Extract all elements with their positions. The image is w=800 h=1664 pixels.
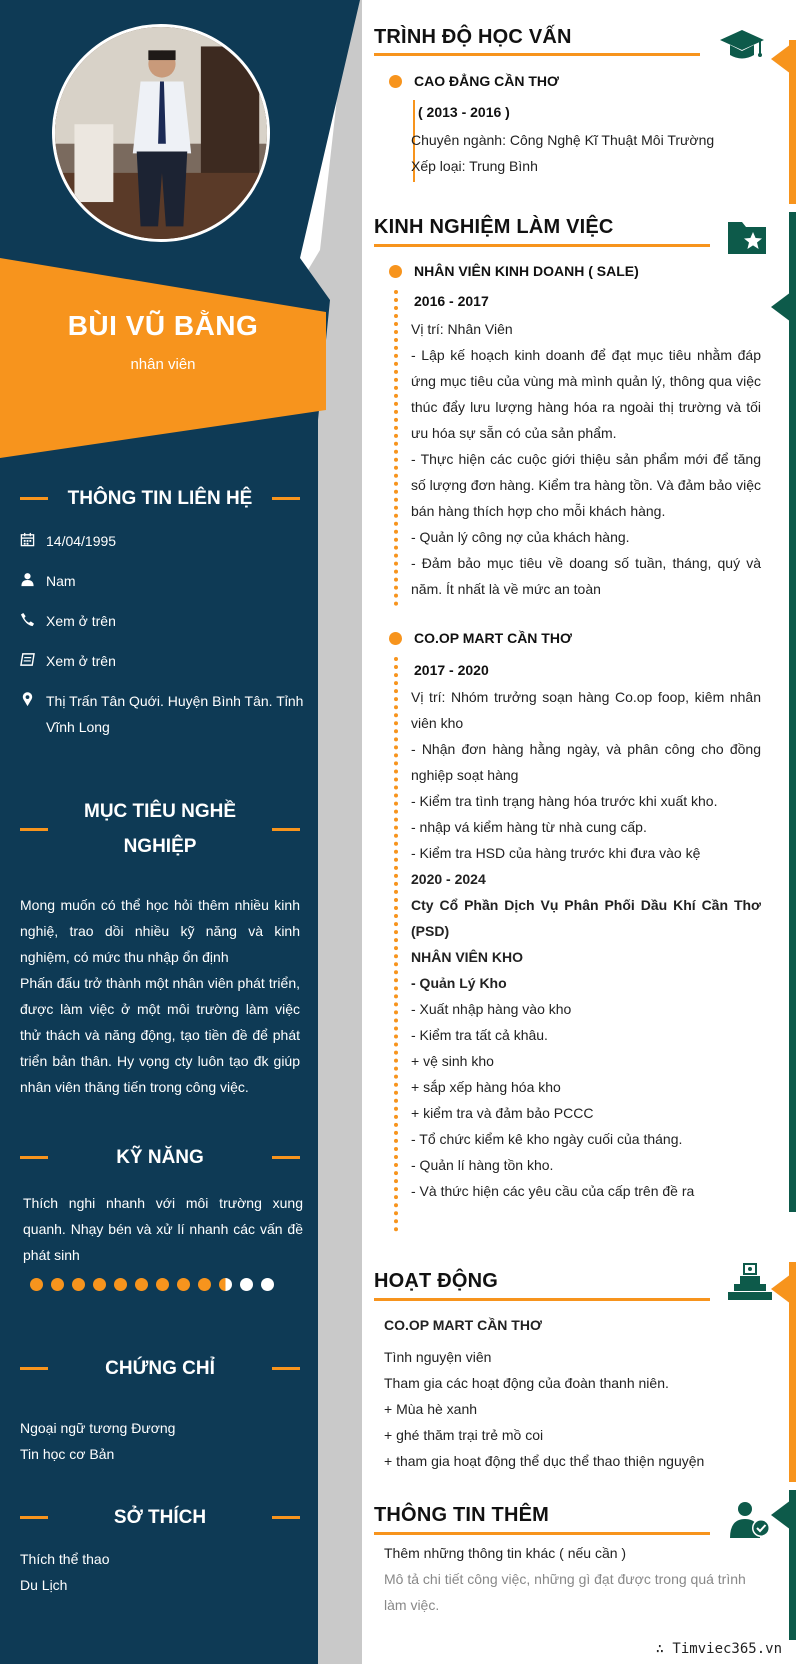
job1-description	[411, 316, 761, 602]
activity-line: + Mùa hè xanh	[384, 1401, 478, 1417]
job2-line: - Kiểm tra tình trạng hàng hóa trước khi xuất kho.	[411, 793, 718, 809]
contact-item-birthday	[20, 528, 305, 554]
graduation-cap-icon	[720, 24, 764, 64]
heading-dash	[272, 1516, 300, 1519]
education-major: Chuyên ngành: Công Nghệ Kĩ Thuật Môi Trường	[411, 132, 715, 148]
job2-line: - Kiểm tra HSD của hàng trước khi đưa vào kệ	[411, 845, 701, 861]
skill-dot	[177, 1278, 190, 1291]
job2-sub-company: Cty Cổ Phần Dịch Vụ Phân Phối Dầu Khí Cần Thơ (PSD)	[411, 897, 761, 939]
additional-content	[384, 1540, 764, 1618]
job1-line: - Thực hiện các cuộc giới thiệu sản phẩm mới để tăng số lượng đơn hàng. Kiểm tra hàng tồn. Và đảm bảo việc bán hàng thích hợp cho mỗi khách hàng.	[411, 451, 761, 519]
section-tab	[771, 292, 791, 322]
hobbies-heading	[20, 1500, 300, 1535]
contact-text: Xem ở trên	[46, 613, 116, 629]
job2-line: Vị trí: Nhóm trưởng soạn hàng Co.op foop, kiêm nhân viên kho	[411, 689, 761, 731]
contact-item-gender	[20, 568, 305, 594]
job2-sub-line: + sắp xếp hàng hóa kho	[411, 1079, 561, 1095]
job2-line: - nhập vá kiểm hàng từ nhà cung cấp.	[411, 819, 647, 835]
heading-dash	[272, 1367, 300, 1370]
certificates-heading	[20, 1351, 300, 1386]
skill-dot	[156, 1278, 169, 1291]
skill-dot	[51, 1278, 64, 1291]
activities-org: CO.OP MART CẦN THƠ	[384, 1317, 542, 1333]
heading-dash	[20, 828, 48, 831]
certificate-item: Tin học cơ Bản	[20, 1446, 115, 1462]
heading-dash	[272, 1156, 300, 1159]
activities-list	[384, 1344, 764, 1474]
job2-sub-line: - Tổ chức kiểm kê kho ngày cuối của tháng.	[411, 1131, 683, 1147]
sidebar	[0, 0, 370, 1664]
skill-dot	[114, 1278, 127, 1291]
skill-dot	[93, 1278, 106, 1291]
location-pin-icon	[20, 688, 46, 740]
job2-sub-years: 2020 - 2024	[411, 871, 486, 887]
contact-item-phone	[20, 608, 305, 634]
heading-dash	[20, 1367, 48, 1370]
job2-sub-role: - Quản Lý Kho	[411, 975, 507, 991]
certificates-heading-text: CHỨNG CHỈ	[105, 1358, 215, 1379]
profile-photo	[52, 24, 270, 242]
mail-icon	[20, 648, 46, 674]
activity-line: + tham gia hoạt động thể dục thể thao thiện nguyện	[384, 1453, 705, 1469]
job2-sub-line: - Kiểm tra tất cả khâu.	[411, 1027, 548, 1043]
additional-line: Thêm những thông tin khác ( nếu cần )	[384, 1545, 627, 1561]
section-tab	[771, 44, 791, 74]
objective-heading-text: MỤC TIÊU NGHỀ NGHIỆP	[84, 801, 236, 857]
user-check-icon	[728, 1500, 772, 1540]
timeline-dot	[389, 75, 402, 88]
education-heading: TRÌNH ĐỘ HỌC VẤN	[374, 26, 572, 48]
right-edge-bar	[789, 212, 796, 1212]
skill-rating	[30, 1278, 274, 1291]
job1-years: 2016 - 2017	[414, 293, 489, 309]
job1-line: - Lập kế hoạch kinh doanh để đạt mục tiêu nhằm đáp ứng mục tiêu của vùng mà mình quản lý, thông qua việc thúc đẩy lưu lượng hàng hóa ra ngoài thị trường và tối ưu hóa sự sẵn có của sản phẩm.	[411, 347, 761, 441]
skills-heading-text: KỸ NĂNG	[116, 1147, 204, 1168]
section-underline	[374, 244, 710, 247]
job2-line: - Nhận đơn hàng hằng ngày, và phân công cho đồng nghiệp soạt hàng	[411, 741, 761, 783]
certificates-list	[20, 1415, 300, 1467]
job2-sub-line: + kiểm tra và đảm bảo PCCC	[411, 1105, 594, 1121]
additional-placeholder: Mô tả chi tiết công việc, những gì đạt được trong quá trình làm việc.	[384, 1571, 746, 1613]
contact-text: Nam	[46, 573, 76, 589]
job2-description	[411, 684, 761, 1204]
heading-dash	[272, 828, 300, 831]
calendar-icon	[20, 528, 46, 554]
activity-line: Tham gia các hoạt động của đoàn thanh niên.	[384, 1375, 669, 1391]
activities-heading: HOẠT ĐỘNG	[374, 1270, 499, 1292]
objective-paragraph: Phấn đấu trở thành một nhân viên phát triển, được làm việc ở một môi trường làm việc thử thách và năng động, tạo tiền đề để phát triển bản thân. Hy vọng cty luôn tạo đk giúp nhân viên thăng tiến trong công việc.	[20, 975, 300, 1095]
timeline-dot	[389, 632, 402, 645]
activity-line: Tình nguyện viên	[384, 1349, 492, 1365]
contact-text: Xem ở trên	[46, 653, 116, 669]
education-years: ( 2013 - 2016 )	[418, 104, 510, 120]
job1-title: NHÂN VIÊN KINH DOANH ( SALE)	[414, 263, 639, 279]
timeline-dotted-line	[394, 290, 398, 606]
experience-heading: KINH NGHIỆM LÀM VIỆC	[374, 216, 614, 238]
job2-sub-line: - Quản lí hàng tồn kho.	[411, 1157, 554, 1173]
contact-text: 14/04/1995	[46, 533, 117, 549]
job1-line: - Đảm bảo mục tiêu về doang số tuần, tháng, quý và năm. Ít nhất là về mức an toàn	[411, 555, 761, 597]
heading-dash	[20, 497, 48, 500]
job1-line: Vị trí: Nhân Viên	[411, 321, 513, 337]
skill-dot	[261, 1278, 274, 1291]
job1-line: - Quản lý công nợ của khách hàng.	[411, 529, 630, 545]
skill-dot	[240, 1278, 253, 1291]
section-tab	[771, 1500, 791, 1530]
certificate-item: Ngoại ngữ tương Đương	[20, 1420, 176, 1436]
profile-photo-image	[55, 27, 267, 239]
skills-text: Thích nghi nhanh với môi trường xung quanh. Nhạy bén và xử lí nhanh các vấn đề phát sinh	[23, 1195, 303, 1263]
hobby-item: Du Lịch	[20, 1577, 68, 1593]
additional-heading: THÔNG TIN THÊM	[374, 1504, 550, 1526]
skill-dot	[198, 1278, 211, 1291]
watermark: ∴ Timviec365.vn	[655, 1641, 782, 1657]
job2-sub-position: NHÂN VIÊN KHO	[411, 949, 524, 965]
contact-heading	[20, 481, 300, 516]
heading-dash	[20, 1516, 48, 1519]
objective-paragraph: Mong muốn có thể học hỏi thêm nhiều kinh nghiệ, trao dồi nhiều kỹ năng và kinh nghiệm, có mức thu nhập ổn định	[20, 897, 300, 965]
phone-icon	[20, 608, 46, 634]
section-underline	[374, 1298, 710, 1301]
contact-heading-text: THÔNG TIN LIÊN HỆ	[67, 488, 253, 509]
contact-text: Thị Trấn Tân Quới. Huyện Bình Tân. Tỉnh Vĩnh Long	[46, 693, 304, 735]
job2-sub-line: - Xuất nhập hàng vào kho	[411, 1001, 572, 1017]
heading-dash	[272, 497, 300, 500]
job2-sub-line: - Và thức hiện các yêu cầu của cấp trên đề ra	[411, 1183, 695, 1199]
folder-star-icon	[726, 218, 770, 258]
objective-text	[20, 892, 300, 1100]
job2-sub-line: + vệ sinh kho	[411, 1053, 494, 1069]
section-underline	[374, 1532, 710, 1535]
education-school: CAO ĐẲNG CẦN THƠ	[414, 73, 559, 89]
job2-years: 2017 - 2020	[414, 662, 489, 678]
candidate-job-title: nhân viên	[130, 356, 196, 373]
education-details	[411, 127, 761, 179]
heading-dash	[20, 1156, 48, 1159]
hobbies-list	[20, 1546, 300, 1598]
skill-dot	[30, 1278, 43, 1291]
timeline-dot	[389, 265, 402, 278]
section-tab	[771, 1274, 791, 1304]
section-underline	[374, 53, 700, 56]
skill-dot	[135, 1278, 148, 1291]
user-icon	[20, 568, 46, 594]
hobby-item: Thích thể thao	[20, 1551, 110, 1567]
skill-dot	[72, 1278, 85, 1291]
hobbies-heading-text: SỞ THÍCH	[113, 1507, 207, 1528]
candidate-name: BÙI VŨ BẰNG	[67, 310, 259, 341]
award-podium-icon	[728, 1262, 772, 1302]
timeline-dotted-line	[394, 657, 398, 1232]
contact-item-email	[20, 648, 305, 674]
job2-title: CO.OP MART CẦN THƠ	[414, 630, 572, 646]
skill-dot	[219, 1278, 232, 1291]
skills-heading	[20, 1140, 300, 1175]
education-grade: Xếp loại: Trung Bình	[411, 158, 538, 174]
contact-item-address	[20, 688, 305, 740]
objective-heading	[20, 794, 300, 864]
activity-line: + ghé thăm trại trẻ mồ coi	[384, 1427, 544, 1443]
